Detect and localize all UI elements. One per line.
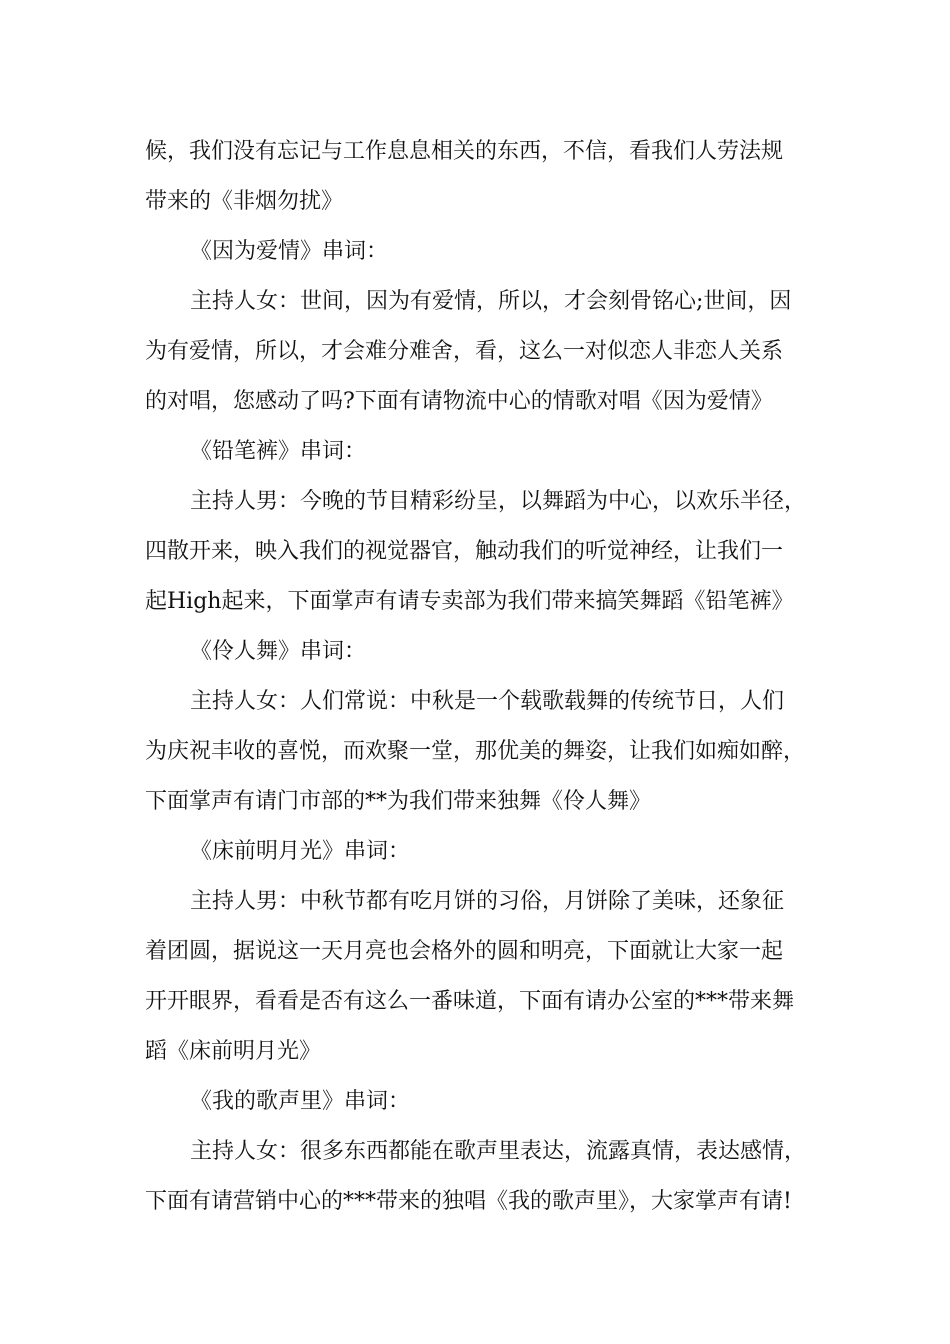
body-text-line: 下面有请营销中心的***带来的独唱《我的歌声里》，大家掌声有请! [145,1189,792,1214]
body-text-line: 蹈《床前明月光》 [145,1039,322,1064]
body-text-line: 主持人女：人们常说：中秋是一个载歌载舞的传统节日，人们 [190,689,785,714]
body-text-line: 主持人男：今晚的节目精彩纷呈，以舞蹈为中心，以欢乐半径， [190,489,807,514]
body-text-line: 主持人女：世间，因为有爱情，所以，才会刻骨铭心;世间，因 [190,289,792,314]
body-text-line: 带来的《非烟勿扰》 [145,189,344,214]
body-text-line: 起High起来，下面掌声有请专卖部为我们带来搞笑舞蹈《铅笔裤》 [145,589,794,614]
body-text-line: 的对唱，您感动了吗?下面有请物流中心的情歌对唱《因为爱情》 [145,389,773,414]
body-text-line: 主持人女：很多东西都能在歌声里表达，流露真情，表达感情， [190,1139,807,1164]
body-text-line: 着团圆，据说这一天月亮也会格外的圆和明亮，下面就让大家一起 [145,939,784,964]
body-text-line: 下面掌声有请门市部的**为我们带来独舞《伶人舞》 [145,789,652,814]
section-heading: 《床前明月光》串词： [190,839,411,864]
section-heading: 《铅笔裤》串词： [190,439,367,464]
body-text-line: 四散开来，映入我们的视觉器官，触动我们的听觉神经，让我们一 [145,539,784,564]
body-text-line: 开开眼界，看看是否有这么一番味道，下面有请办公室的***带来舞 [145,989,795,1014]
body-text-line: 为有爱情，所以，才会难分难舍，看，这么一对似恋人非恋人关系 [145,339,784,364]
body-text-line: 主持人男：中秋节都有吃月饼的习俗，月饼除了美味，还象征 [190,889,785,914]
section-heading: 《我的歌声里》串词： [190,1089,411,1114]
body-text-line: 为庆祝丰收的喜悦，而欢聚一堂，那优美的舞姿，让我们如痴如醉， [145,739,806,764]
section-heading: 《伶人舞》串词： [190,639,367,664]
section-heading: 《因为爱情》串词： [190,239,389,264]
body-text-line: 候，我们没有忘记与工作息息相关的东西，不信，看我们人劳法规 [145,139,784,164]
